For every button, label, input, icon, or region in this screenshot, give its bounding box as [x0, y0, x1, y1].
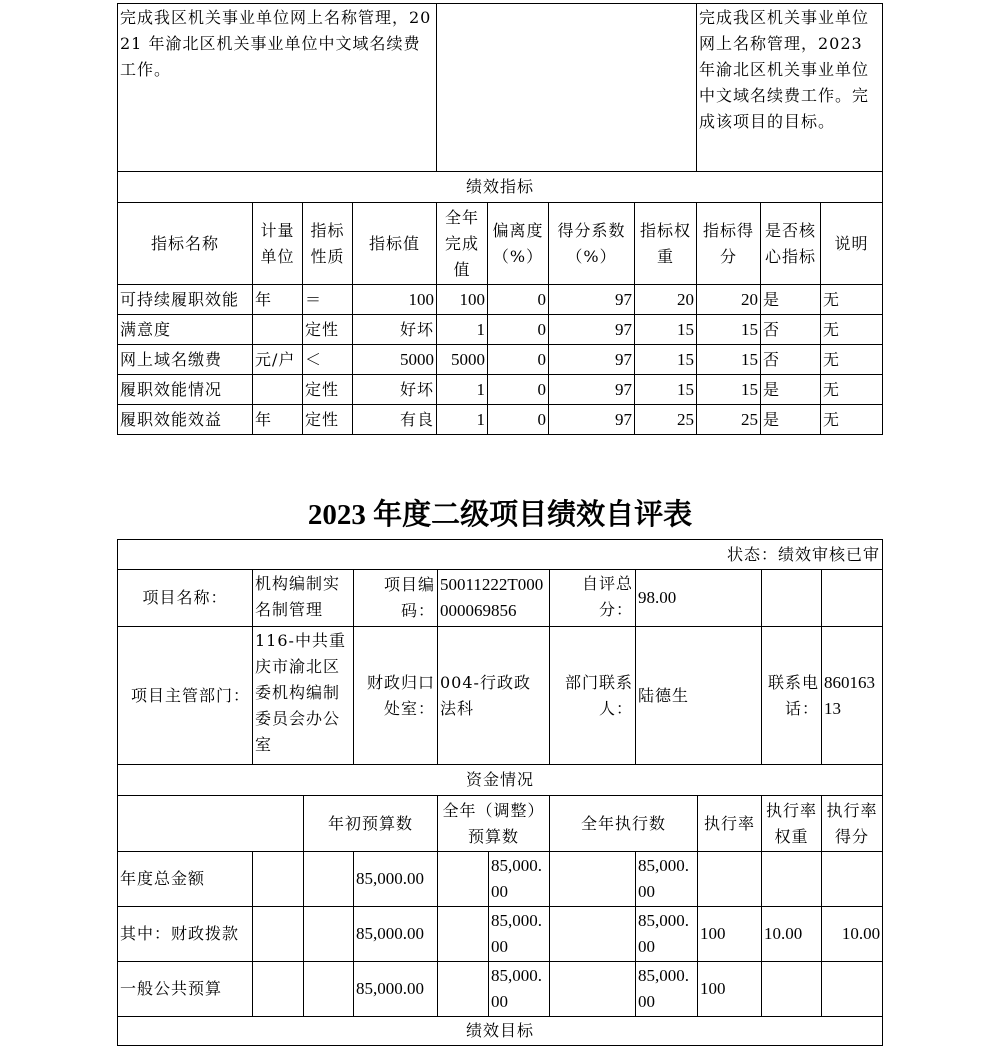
indicator-weight: 20	[635, 285, 697, 315]
indicator-coef: 97	[549, 375, 635, 405]
fund-row-label: 年度总金额	[118, 852, 253, 907]
empty-cell	[304, 962, 354, 1017]
indicator-deviation: 0	[488, 285, 549, 315]
indicator-note: 无	[821, 285, 883, 315]
empty-cell	[437, 4, 697, 172]
header-cell: 是否核心指标	[761, 203, 821, 285]
fund-executed: 85,000.00	[636, 852, 698, 907]
indicator-type: 定性	[303, 375, 353, 405]
header-cell: 指标名称	[118, 203, 253, 285]
indicator-weight: 25	[635, 405, 697, 435]
indicator-deviation: 0	[488, 405, 549, 435]
indicator-row	[118, 375, 883, 405]
indicator-header-row	[118, 203, 883, 285]
indicator-actual: 1	[437, 315, 488, 345]
fund-row-label: 其中：财政拨款	[118, 907, 253, 962]
indicator-core: 是	[761, 405, 821, 435]
header-cell: 偏离度（%）	[488, 203, 549, 285]
indicator-deviation: 0	[488, 375, 549, 405]
header-cell: 得分系数（%）	[549, 203, 635, 285]
indicator-unit: 年	[253, 285, 303, 315]
project-code-label: 项目编码：	[354, 570, 438, 627]
indicator-coef: 97	[549, 285, 635, 315]
empty-cell	[550, 852, 636, 907]
indicator-score: 25	[697, 405, 761, 435]
dept-name: 116-中共重庆市渝北区委机构编制委员会办公室	[253, 627, 354, 765]
indicator-name: 履职效能情况	[118, 375, 253, 405]
indicator-type: 定性	[303, 405, 353, 435]
fund-adjusted: 85,000.00	[489, 907, 550, 962]
fund-initial: 85,000.00	[354, 852, 438, 907]
performance-indicator-table	[117, 3, 883, 435]
fund-score	[822, 852, 883, 907]
indicator-actual: 100	[437, 285, 488, 315]
dept-label: 项目主管部门：	[118, 627, 253, 765]
goal-section-title: 绩效目标	[118, 1017, 883, 1046]
indicator-coef: 97	[549, 315, 635, 345]
indicator-row	[118, 285, 883, 315]
header-cell: 指标权重	[635, 203, 697, 285]
indicator-core: 否	[761, 345, 821, 375]
empty-cell	[550, 907, 636, 962]
indicator-name: 网上域名缴费	[118, 345, 253, 375]
indicator-deviation: 0	[488, 315, 549, 345]
fund-weight	[762, 852, 822, 907]
fund-header: 全年（调整）预算数	[438, 796, 550, 852]
fund-executed: 85,000.00	[636, 962, 698, 1017]
header-cell: 指标值	[353, 203, 437, 285]
fund-score	[822, 962, 883, 1017]
page-title: 2023 年度二级项目绩效自评表	[307, 499, 693, 531]
funds-header-row	[118, 796, 883, 852]
indicator-note: 无	[821, 405, 883, 435]
empty-cell	[118, 796, 304, 852]
phone-label: 联系电话：	[762, 627, 822, 765]
indicator-score: 15	[697, 375, 761, 405]
status-text: 状态：绩效审核已审	[118, 540, 883, 570]
fund-header: 全年执行数	[550, 796, 698, 852]
finance-label: 财政归口处室：	[354, 627, 438, 765]
indicator-note: 无	[821, 315, 883, 345]
empty-cell	[550, 962, 636, 1017]
indicator-type: ＝	[303, 285, 353, 315]
empty-cell	[253, 962, 304, 1017]
indicator-type: 定性	[303, 315, 353, 345]
indicator-deviation: 0	[488, 345, 549, 375]
indicator-row	[118, 315, 883, 345]
fund-initial: 85,000.00	[354, 962, 438, 1017]
indicator-unit: 年	[253, 405, 303, 435]
header-cell: 计量单位	[253, 203, 303, 285]
indicator-actual: 1	[437, 375, 488, 405]
fund-score: 10.00	[822, 907, 883, 962]
indicator-actual: 1	[437, 405, 488, 435]
fund-row	[118, 852, 883, 907]
indicator-unit	[253, 375, 303, 405]
project-self-evaluation-table	[117, 539, 883, 1046]
indicator-section-title: 绩效指标	[118, 172, 883, 203]
indicator-value: 有良	[353, 405, 437, 435]
header-cell: 全年完成值	[437, 203, 488, 285]
fund-header: 执行率权重	[762, 796, 822, 852]
indicator-row	[118, 345, 883, 375]
fund-initial: 85,000.00	[354, 907, 438, 962]
empty-cell	[253, 907, 304, 962]
fund-executed: 85,000.00	[636, 907, 698, 962]
header-cell: 指标性质	[303, 203, 353, 285]
fund-row	[118, 962, 883, 1017]
self-score-label: 自评总分：	[550, 570, 636, 627]
fund-header: 执行率	[698, 796, 762, 852]
indicator-actual: 5000	[437, 345, 488, 375]
indicator-name: 满意度	[118, 315, 253, 345]
indicator-type: ＜	[303, 345, 353, 375]
indicator-weight: 15	[635, 315, 697, 345]
fund-weight: 10.00	[762, 907, 822, 962]
contact-label: 部门联系人：	[550, 627, 636, 765]
indicator-weight: 15	[635, 375, 697, 405]
goal-text-cell	[118, 4, 437, 172]
completion-text: 完成我区机关事业单位网上名称管理，2023 年渝北区机关事业单位中文域名续费工作。完成该项目的目标。	[699, 8, 870, 131]
empty-cell	[822, 570, 883, 627]
indicator-coef: 97	[549, 405, 635, 435]
fund-row-label: 一般公共预算	[118, 962, 253, 1017]
project-name: 机构编制实名制管理	[253, 570, 354, 627]
header-cell: 说明	[821, 203, 883, 285]
fund-adjusted: 85,000.00	[489, 852, 550, 907]
indicator-value: 好坏	[353, 315, 437, 345]
fund-adjusted: 85,000.00	[489, 962, 550, 1017]
indicator-note: 无	[821, 345, 883, 375]
phone-number: 86016313	[822, 627, 883, 765]
fund-header: 年初预算数	[304, 796, 438, 852]
indicator-name: 可持续履职效能	[118, 285, 253, 315]
indicator-weight: 15	[635, 345, 697, 375]
goal-text: 完成我区机关事业单位网上名称管理，2021 年渝北区机关事业单位中文域名续费工作。	[120, 8, 432, 79]
empty-cell	[304, 852, 354, 907]
project-name-label: 项目名称：	[118, 570, 253, 627]
indicator-score: 15	[697, 315, 761, 345]
fund-header: 执行率得分	[822, 796, 883, 852]
fund-weight	[762, 962, 822, 1017]
indicator-row	[118, 405, 883, 435]
fund-row	[118, 907, 883, 962]
fund-rate: 100	[698, 907, 762, 962]
empty-cell	[304, 907, 354, 962]
self-score: 98.00	[636, 570, 762, 627]
empty-cell	[438, 852, 489, 907]
finance-office: 004-行政政法科	[438, 627, 550, 765]
indicator-note: 无	[821, 375, 883, 405]
project-code: 50011222T000000069856	[438, 570, 550, 627]
indicator-core: 是	[761, 285, 821, 315]
indicator-score: 20	[697, 285, 761, 315]
contact-name: 陆德生	[636, 627, 762, 765]
indicator-coef: 97	[549, 345, 635, 375]
indicator-score: 15	[697, 345, 761, 375]
empty-cell	[253, 852, 304, 907]
indicator-value: 100	[353, 285, 437, 315]
indicator-name: 履职效能效益	[118, 405, 253, 435]
funds-section-title: 资金情况	[118, 765, 883, 796]
empty-cell	[762, 570, 822, 627]
header-cell: 指标得分	[697, 203, 761, 285]
indicator-unit	[253, 315, 303, 345]
indicator-unit: 元/户	[253, 345, 303, 375]
fund-rate	[698, 852, 762, 907]
empty-cell	[438, 962, 489, 1017]
indicator-core: 是	[761, 375, 821, 405]
indicator-core: 否	[761, 315, 821, 345]
empty-cell	[438, 907, 489, 962]
fund-rate: 100	[698, 962, 762, 1017]
indicator-value: 好坏	[353, 375, 437, 405]
indicator-value: 5000	[353, 345, 437, 375]
completion-text-cell	[697, 4, 883, 172]
